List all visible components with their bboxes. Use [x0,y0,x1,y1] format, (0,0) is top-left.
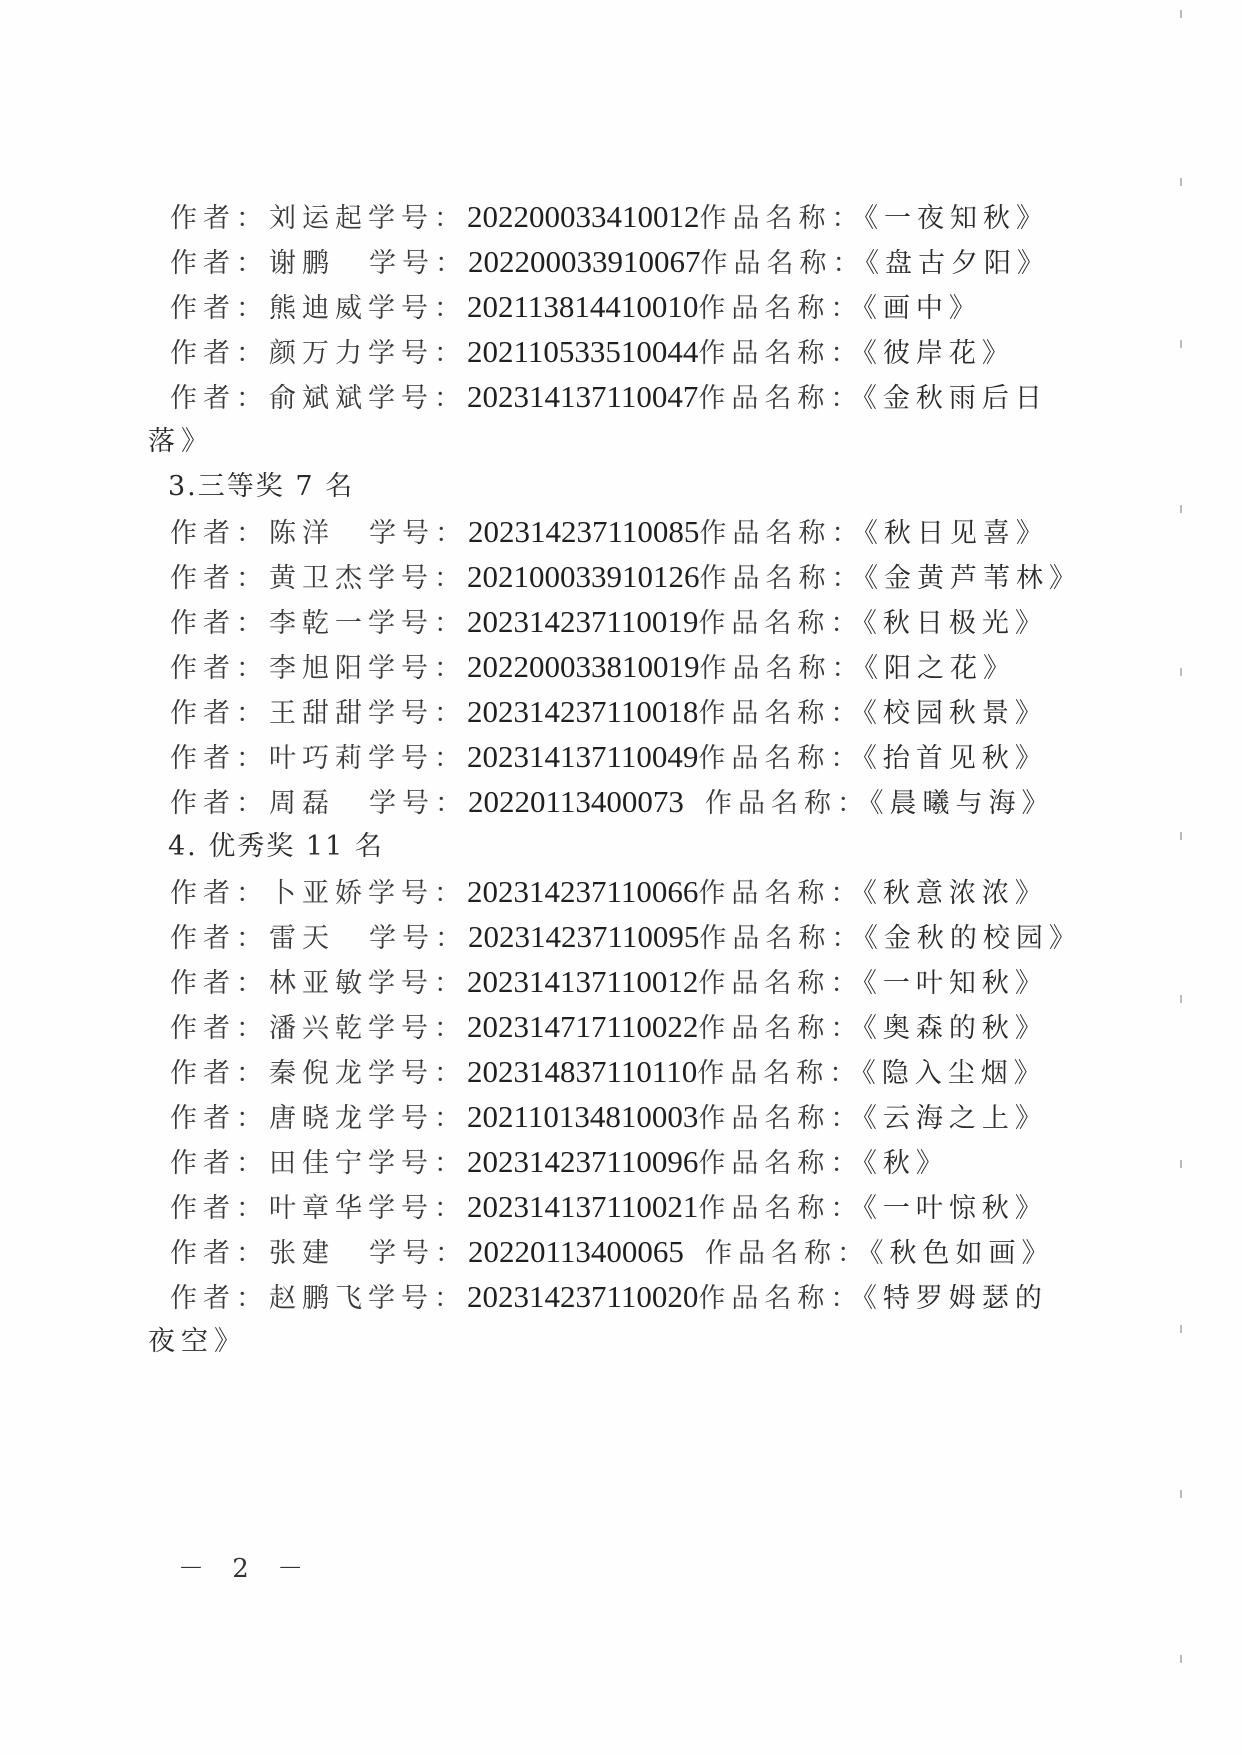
author-name: 叶巧莉 [269,743,368,774]
award-entry [170,515,1049,549]
student-id-label: 学号： [368,1058,467,1089]
author-name: 田佳宁 [269,1148,368,1179]
award-entry [170,200,1049,234]
page-number: － 2 － [178,1554,314,1584]
author-name: 叶章华 [269,1193,368,1224]
work-title: 《秋日见喜》 [864,518,1049,549]
student-id: 202314717110022 [467,1009,699,1044]
author-name: 赵鹏飞 [269,1283,368,1314]
award-entry [170,650,1016,684]
student-id-label: 学号： [368,698,467,729]
author-label: 作者： [170,383,269,414]
work-title-label: 作品名称： [698,608,864,639]
author-name: 唐晓龙 [269,1103,368,1134]
author-label: 作者： [170,788,269,819]
author-name: 颜万力 [269,338,368,369]
work-title-label: 作品名称： [698,1283,864,1314]
work-title-label: 作品名称： [698,743,864,774]
work-title: 《抬首见秋》 [863,743,1048,774]
award-entry [170,1010,1048,1044]
author-name: 张建 [269,1238,335,1269]
work-title: 《画中》 [863,293,982,324]
author-label: 作者： [170,248,269,279]
student-id: 202314237110096 [467,1144,699,1179]
work-title-label: 作品名称： [699,653,865,684]
author-name: 谢鹏 [269,248,335,279]
scan-mark [1180,668,1182,676]
work-title: 《彼岸花》 [863,338,1015,369]
award-entry [170,740,1048,774]
student-id: 202110134810003 [467,1099,699,1134]
work-title-label: 作品名称： [697,1058,863,1089]
work-title-label: 作品名称： [699,563,865,594]
student-id-label: 学号： [368,1013,467,1044]
work-title-label: 作品名称： [698,1103,864,1134]
work-title-label: 作品名称： [698,968,864,999]
student-id-label: 学号： [368,1193,467,1224]
scan-mark [1180,1655,1182,1663]
author-label: 作者： [170,338,269,369]
award-entry [170,1190,1048,1224]
work-title-continuation [148,1325,247,1359]
student-id-label: 学号： [368,968,467,999]
student-id-label: 学号： [368,608,467,639]
author-label: 作者： [170,563,269,594]
work-title: 《晨曦与海》 [870,788,1055,819]
award-entry [170,785,1055,819]
student-id-label: 学号： [368,338,467,369]
student-id: 202314237110066 [467,874,699,909]
scan-mark [1180,1490,1182,1498]
student-id: 202314137110047 [467,379,699,414]
author-label: 作者： [170,1283,269,1314]
work-title-label: 作品名称： [698,698,864,729]
student-id-label: 学号： [369,248,468,279]
author-label: 作者： [170,923,269,954]
student-id: 202314237110019 [467,604,699,639]
award-entry [170,245,1050,279]
student-id-label: 学号： [368,293,467,324]
scan-mark [1180,995,1182,1003]
work-title-label: 作品名称： [698,878,864,909]
scan-mark [1180,178,1182,186]
author-label: 作者： [170,293,269,324]
award-entry [170,605,1048,639]
work-title-label: 作品名称： [699,203,865,234]
award-entry [170,1280,1048,1314]
author-label: 作者： [170,1148,269,1179]
student-id: 202200033810019 [467,649,700,684]
student-id-label: 学号： [368,1148,467,1179]
award-entry [170,290,982,324]
work-title-continuation [148,425,214,459]
work-title-label: 作品名称： [699,923,865,954]
student-id: 202200033410012 [467,199,700,234]
work-title: 《秋色如画》 [870,1238,1055,1269]
award-entry [170,1235,1055,1269]
section-heading-excellence-award: 4. 优秀奖 11 名 [168,831,384,862]
work-title: 《隐入尘烟》 [862,1058,1047,1089]
work-title-label: 作品名称： [698,1193,864,1224]
author-label: 作者： [170,743,269,774]
author-label: 作者： [170,1103,269,1134]
student-id: 202314237110085 [468,514,700,549]
award-entry [170,695,1048,729]
student-id-label: 学号： [368,383,467,414]
author-name: 陈洋 [269,518,335,549]
author-label: 作者： [170,653,269,684]
award-entry [170,1145,949,1179]
work-title-label: 作品名称： [700,248,866,279]
student-id-label: 学号： [368,203,467,234]
work-title: 《金秋的校园》 [864,923,1082,954]
student-id-label: 学号： [369,518,468,549]
student-id: 202314137110021 [467,1189,699,1224]
scan-mark [1180,10,1182,18]
student-id-label: 学号： [368,878,467,909]
work-title-label: 作品名称： [698,338,864,369]
work-title: 《秋》 [863,1148,949,1179]
work-title: 《一叶知秋》 [863,968,1048,999]
student-id: 20220113400073 [468,784,684,819]
work-title: 《盘古夕阳》 [865,248,1050,279]
student-id: 20220113400065 [468,1234,684,1269]
student-id-label: 学号： [368,1103,467,1134]
scan-mark [1180,340,1182,348]
section-heading-third-prize: 3.三等奖 7 名 [168,471,355,502]
award-entry [170,1055,1047,1089]
student-id: 202110533510044 [467,334,699,369]
award-entry [170,875,1048,909]
work-title: 《金黄芦苇林》 [864,563,1082,594]
work-title: 《特罗姆瑟的 [863,1283,1048,1314]
author-label: 作者： [170,1238,269,1269]
student-id: 202314237110095 [468,919,700,954]
student-id-label: 学号： [368,1283,467,1314]
author-label: 作者： [170,1013,269,1044]
award-entry [170,335,1015,369]
student-id-label: 学号： [368,653,467,684]
work-title: 《一夜知秋》 [864,203,1049,234]
author-label: 作者： [170,518,269,549]
award-entry [170,965,1048,999]
award-entry [170,560,1082,594]
work-title-label: 作品名称： [705,788,871,819]
author-label: 作者： [170,968,269,999]
author-name: 秦倪龙 [269,1058,368,1089]
student-id: 202314137110012 [467,964,699,999]
work-title: 《校园秋景》 [863,698,1048,729]
author-name: 熊迪威 [269,293,368,324]
work-title: 《金秋雨后日 [863,383,1048,414]
author-name: 刘运起 [269,203,368,234]
work-title: 《秋意浓浓》 [863,878,1048,909]
work-title-label: 作品名称： [699,518,865,549]
scan-mark [1180,832,1182,840]
author-name: 周磊 [269,788,335,819]
author-name: 俞斌斌 [269,383,368,414]
work-title-label: 作品名称： [705,1238,871,1269]
work-title-cont: 夜空》 [148,1326,247,1357]
student-id-label: 学号： [369,1238,468,1269]
author-label: 作者： [170,698,269,729]
work-title: 《阳之花》 [864,653,1016,684]
work-title-label: 作品名称： [698,383,864,414]
student-id: 202314237110020 [467,1279,699,1314]
author-name: 林亚敏 [269,968,368,999]
work-title: 《一叶惊秋》 [863,1193,1048,1224]
scan-mark [1180,1325,1182,1333]
work-title-cont: 落》 [148,426,214,457]
author-label: 作者： [170,1058,269,1089]
scan-mark [1180,1160,1182,1168]
award-entry [170,1100,1048,1134]
student-id: 202100033910126 [467,559,700,594]
author-label: 作者： [170,608,269,639]
author-name: 李旭阳 [269,653,368,684]
work-title-label: 作品名称： [698,1148,864,1179]
author-name: 潘兴乾 [269,1013,368,1044]
student-id: 202314837110110 [467,1054,698,1089]
scan-mark [1180,505,1182,513]
student-id: 202113814410010 [467,289,699,324]
student-id: 202314137110049 [467,739,699,774]
student-id-label: 学号： [369,788,468,819]
student-id: 202314237110018 [467,694,699,729]
student-id-label: 学号： [368,743,467,774]
author-name: 李乾一 [269,608,368,639]
work-title: 《云海之上》 [863,1103,1048,1134]
work-title: 《奥森的秋》 [863,1013,1048,1044]
author-label: 作者： [170,1193,269,1224]
student-id-label: 学号： [369,923,468,954]
award-entry [170,380,1048,414]
author-name: 黄卫杰 [269,563,368,594]
author-name: 王甜甜 [269,698,368,729]
student-id: 202200033910067 [468,244,701,279]
author-name: 雷天 [269,923,335,954]
author-label: 作者： [170,878,269,909]
award-entry [170,920,1082,954]
student-id-label: 学号： [368,563,467,594]
work-title-label: 作品名称： [698,1013,864,1044]
author-name: 卜亚娇 [269,878,368,909]
author-label: 作者： [170,203,269,234]
work-title-label: 作品名称： [698,293,864,324]
work-title: 《秋日极光》 [863,608,1048,639]
